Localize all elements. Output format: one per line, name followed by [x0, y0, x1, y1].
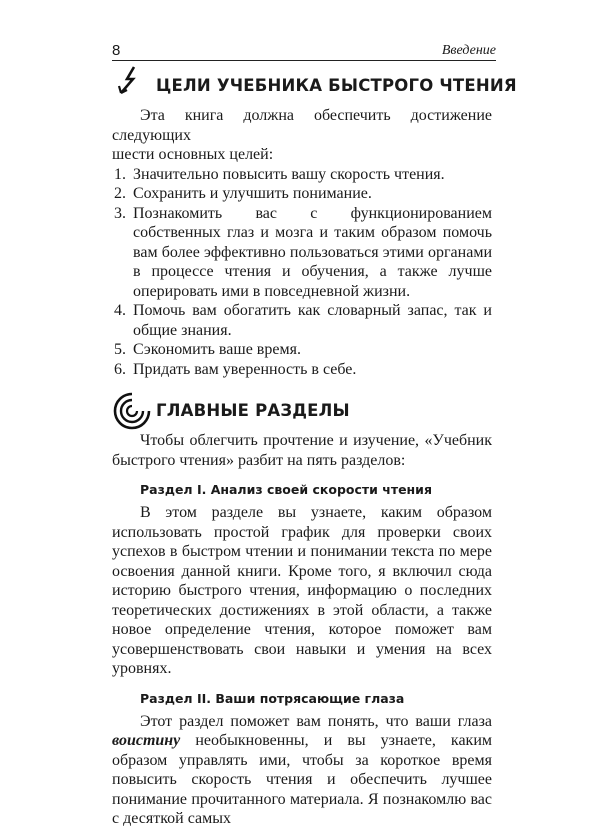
- list-item: 6. Придать вам уверенность в себе.: [114, 360, 357, 378]
- section-heading-goals: [112, 66, 517, 104]
- running-head-title: Введение: [441, 43, 496, 58]
- lightning-bolt-icon: [112, 66, 148, 102]
- page-number: 8: [112, 42, 121, 59]
- part-2-title: Раздел II. Ваши потрясающие глаза: [140, 690, 405, 706]
- parts-intro: Чтобы облегчить прочтение и изучение, «Учебник быстрого чтения» разбит на пять разделов:: [112, 432, 492, 469]
- page-body: [112, 66, 517, 829]
- section-heading-main-parts: [112, 391, 492, 429]
- part-1-title: Раздел I. Анализ своей скорости чтения: [140, 482, 432, 497]
- goals-list: [112, 165, 492, 380]
- list-item: 1. Значительно повысить вашу скорость чтения.: [114, 165, 445, 183]
- section-title-goals: ЦЕЛИ УЧЕБНИКА БЫСТРОГО ЧТЕНИЯ: [156, 76, 517, 95]
- part-2-text: Этот раздел поможет вам понять, что ваши глаза воистину необыкновенны, и вы узнаете, каким образом управлять ими, чтобы за короткое время повысить скорость чтения и обеспечить лучшее понимание прочитанного материала. Я познакомлю вас с десяткой самых: [112, 712, 492, 827]
- goals-intro-line-1: Эта книга должна обеспечить достижение следующих: [112, 107, 492, 144]
- list-item: 3. Познакомить вас с функционированием собственных глаз и мозга и таким образом помочь вам более эффективно пользоваться этими органами в процессе чтения и обучения, а также лучше оперировать ими в повседневной жизни.: [114, 204, 492, 300]
- section-title-main-parts: ГЛАВНЫЕ РАЗДЕЛЫ: [156, 401, 350, 420]
- emphasis-word: воистину: [112, 732, 181, 749]
- list-item: 4. Помочь вам обогатить как словарный запас, так и общие знания.: [114, 302, 492, 339]
- part-1-text: В этом разделе вы узнаете, каким образом использовать простой график для проверки своих успехов в быстром чтении и понимании текста по мере освоения данной книги. Кроме того, я включил сюда историю быстрого чтения, информацию о последних теоретических достижениях в этой области, а также новое определение чтения, которое поможет вам усовершенствовать свои навыки и умения на всех уровнях.: [112, 504, 492, 677]
- list-item: 5. Сэкономить ваше время.: [114, 341, 301, 358]
- goals-intro-line-2: шести основных целей:: [112, 146, 274, 163]
- list-item: 2. Сохранить и улучшить понимание.: [114, 185, 372, 202]
- concentric-circles-icon: [112, 391, 152, 431]
- running-header: [112, 40, 496, 61]
